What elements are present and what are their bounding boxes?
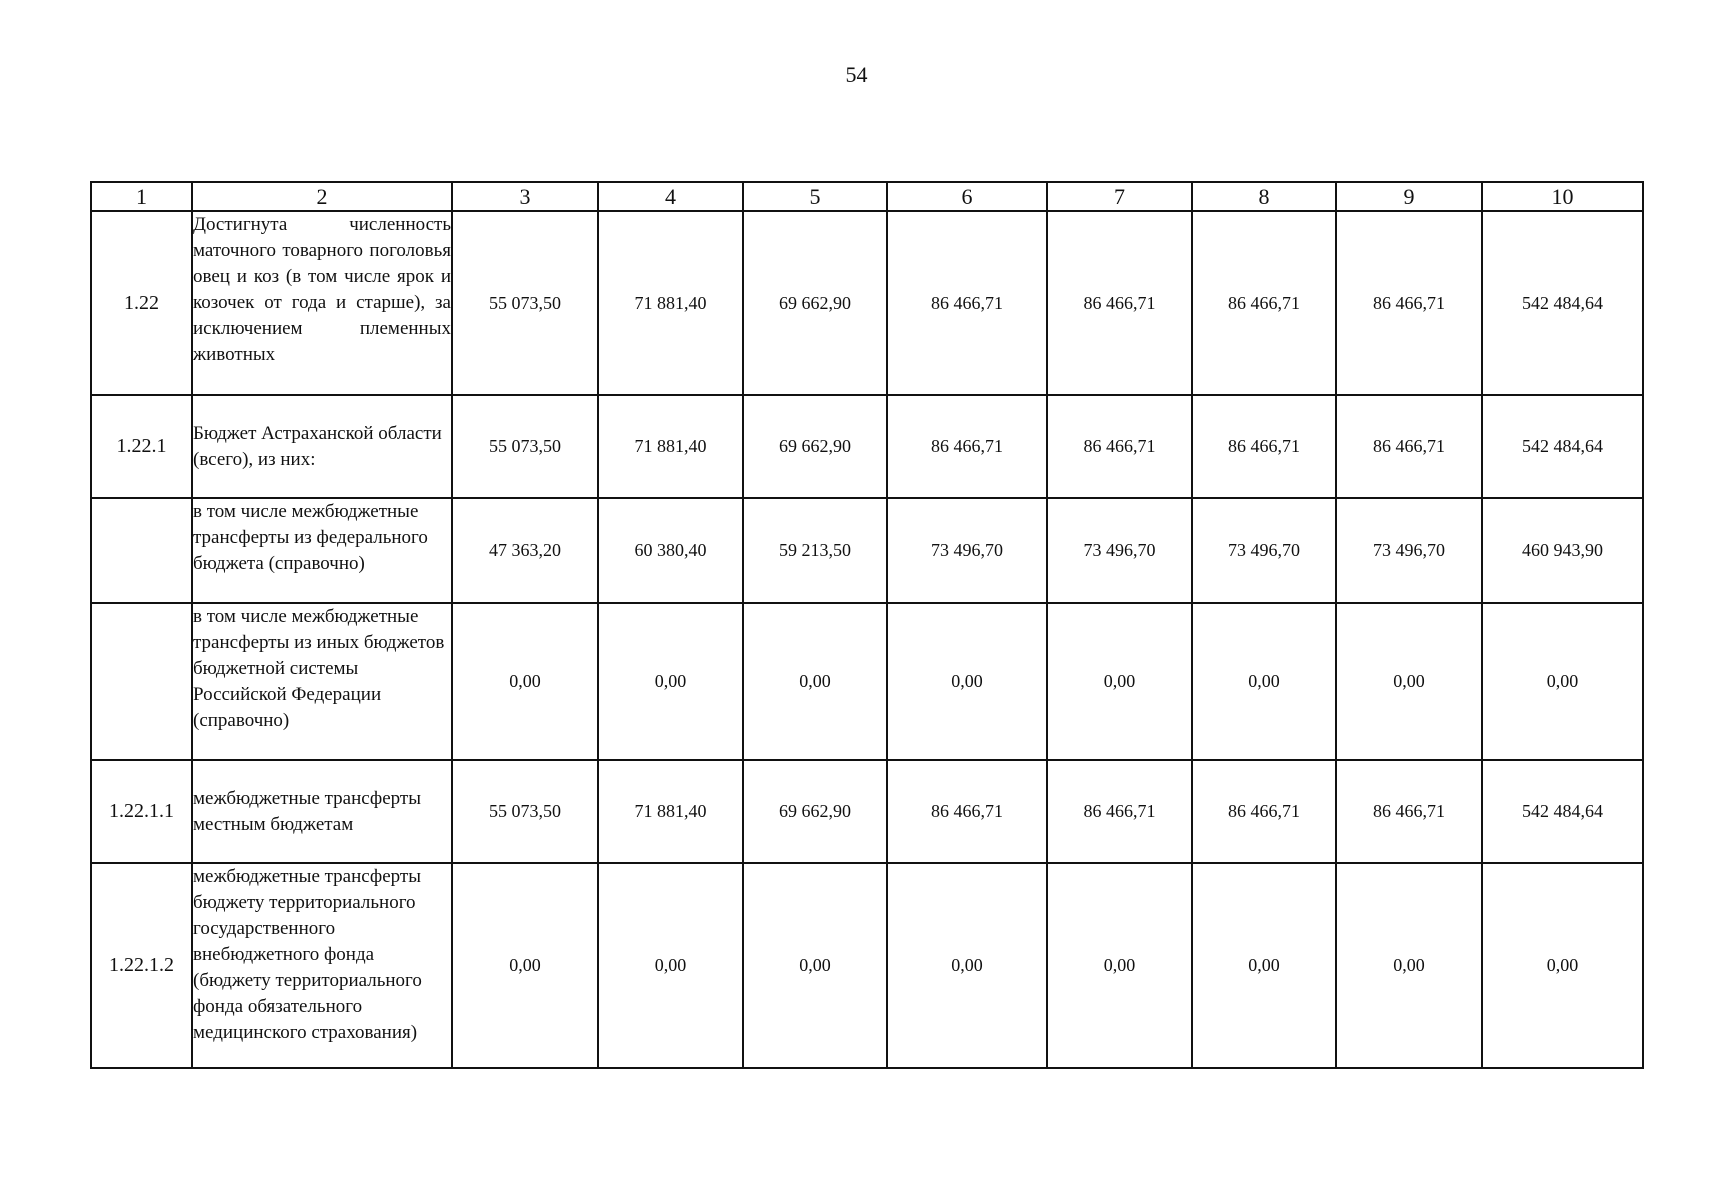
row-code: 1.22 — [91, 211, 192, 395]
row-name: Бюджет Астраханской области (всего), из них: — [192, 395, 452, 498]
value-cell: 73 496,70 — [887, 498, 1047, 603]
row-code: 1.22.1.2 — [91, 863, 192, 1068]
total-cell: 542 484,64 — [1482, 395, 1643, 498]
header-row — [91, 182, 1643, 211]
value-cell: 86 466,71 — [887, 211, 1047, 395]
budget-table — [90, 181, 1644, 1069]
value-cell: 86 466,71 — [1336, 760, 1482, 863]
total-cell: 460 943,90 — [1482, 498, 1643, 603]
column-header: 4 — [598, 182, 743, 211]
value-cell: 86 466,71 — [887, 760, 1047, 863]
value-cell: 86 466,71 — [1047, 395, 1192, 498]
value-cell: 73 496,70 — [1336, 498, 1482, 603]
value-cell: 86 466,71 — [1047, 760, 1192, 863]
value-cell: 0,00 — [1192, 603, 1336, 760]
column-header: 8 — [1192, 182, 1336, 211]
table-row — [91, 863, 1643, 1068]
value-cell: 73 496,70 — [1047, 498, 1192, 603]
column-header: 5 — [743, 182, 887, 211]
value-cell: 71 881,40 — [598, 211, 743, 395]
value-cell: 86 466,71 — [1047, 211, 1192, 395]
value-cell: 55 073,50 — [452, 760, 598, 863]
value-cell: 69 662,90 — [743, 211, 887, 395]
row-code: 1.22.1.1 — [91, 760, 192, 863]
value-cell: 59 213,50 — [743, 498, 887, 603]
value-cell: 0,00 — [598, 863, 743, 1068]
value-cell: 69 662,90 — [743, 760, 887, 863]
column-header: 7 — [1047, 182, 1192, 211]
value-cell: 0,00 — [1192, 863, 1336, 1068]
value-cell: 86 466,71 — [887, 395, 1047, 498]
value-cell: 86 466,71 — [1336, 211, 1482, 395]
value-cell: 0,00 — [598, 603, 743, 760]
row-code: 1.22.1 — [91, 395, 192, 498]
table-row — [91, 760, 1643, 863]
value-cell: 86 466,71 — [1192, 395, 1336, 498]
value-cell: 55 073,50 — [452, 395, 598, 498]
value-cell: 86 466,71 — [1192, 211, 1336, 395]
row-name: в том числе межбюджетные трансферты из иных бюджетов бюджетной системы Российской Федерации (справочно) — [192, 603, 452, 760]
column-header: 2 — [192, 182, 452, 211]
row-code — [91, 498, 192, 603]
total-cell: 0,00 — [1482, 603, 1643, 760]
row-name: в том числе межбюджетные трансферты из федерального бюджета (справочно) — [192, 498, 452, 603]
table-row — [91, 211, 1643, 395]
column-header: 6 — [887, 182, 1047, 211]
value-cell: 47 363,20 — [452, 498, 598, 603]
value-cell: 0,00 — [1047, 603, 1192, 760]
row-name: Достигнута численность маточного товарного поголовья овец и коз (в том числе ярок и козочек от года и старше), за исключением племенных животных — [192, 211, 452, 395]
value-cell: 0,00 — [1336, 603, 1482, 760]
total-cell: 0,00 — [1482, 863, 1643, 1068]
value-cell: 71 881,40 — [598, 760, 743, 863]
row-code — [91, 603, 192, 760]
value-cell: 0,00 — [743, 863, 887, 1068]
value-cell: 0,00 — [743, 603, 887, 760]
row-name: межбюджетные трансферты местным бюджетам — [192, 760, 452, 863]
row-name: межбюджетные трансферты бюджету территориального государственного внебюджетного фонда (бюджету территориального фонда обязательного медицинского страхования) — [192, 863, 452, 1068]
value-cell: 73 496,70 — [1192, 498, 1336, 603]
value-cell: 55 073,50 — [452, 211, 598, 395]
column-header: 10 — [1482, 182, 1643, 211]
table-row — [91, 603, 1643, 760]
total-cell: 542 484,64 — [1482, 760, 1643, 863]
table-row — [91, 395, 1643, 498]
column-header: 3 — [452, 182, 598, 211]
value-cell: 0,00 — [452, 863, 598, 1068]
value-cell: 0,00 — [1047, 863, 1192, 1068]
value-cell: 0,00 — [887, 603, 1047, 760]
value-cell: 60 380,40 — [598, 498, 743, 603]
page-number: 54 — [845, 62, 868, 87]
table-row — [91, 498, 1643, 603]
value-cell: 71 881,40 — [598, 395, 743, 498]
value-cell: 0,00 — [1336, 863, 1482, 1068]
value-cell: 86 466,71 — [1192, 760, 1336, 863]
column-header: 1 — [91, 182, 192, 211]
value-cell: 69 662,90 — [743, 395, 887, 498]
column-header: 9 — [1336, 182, 1482, 211]
value-cell: 86 466,71 — [1336, 395, 1482, 498]
value-cell: 0,00 — [887, 863, 1047, 1068]
total-cell: 542 484,64 — [1482, 211, 1643, 395]
value-cell: 0,00 — [452, 603, 598, 760]
